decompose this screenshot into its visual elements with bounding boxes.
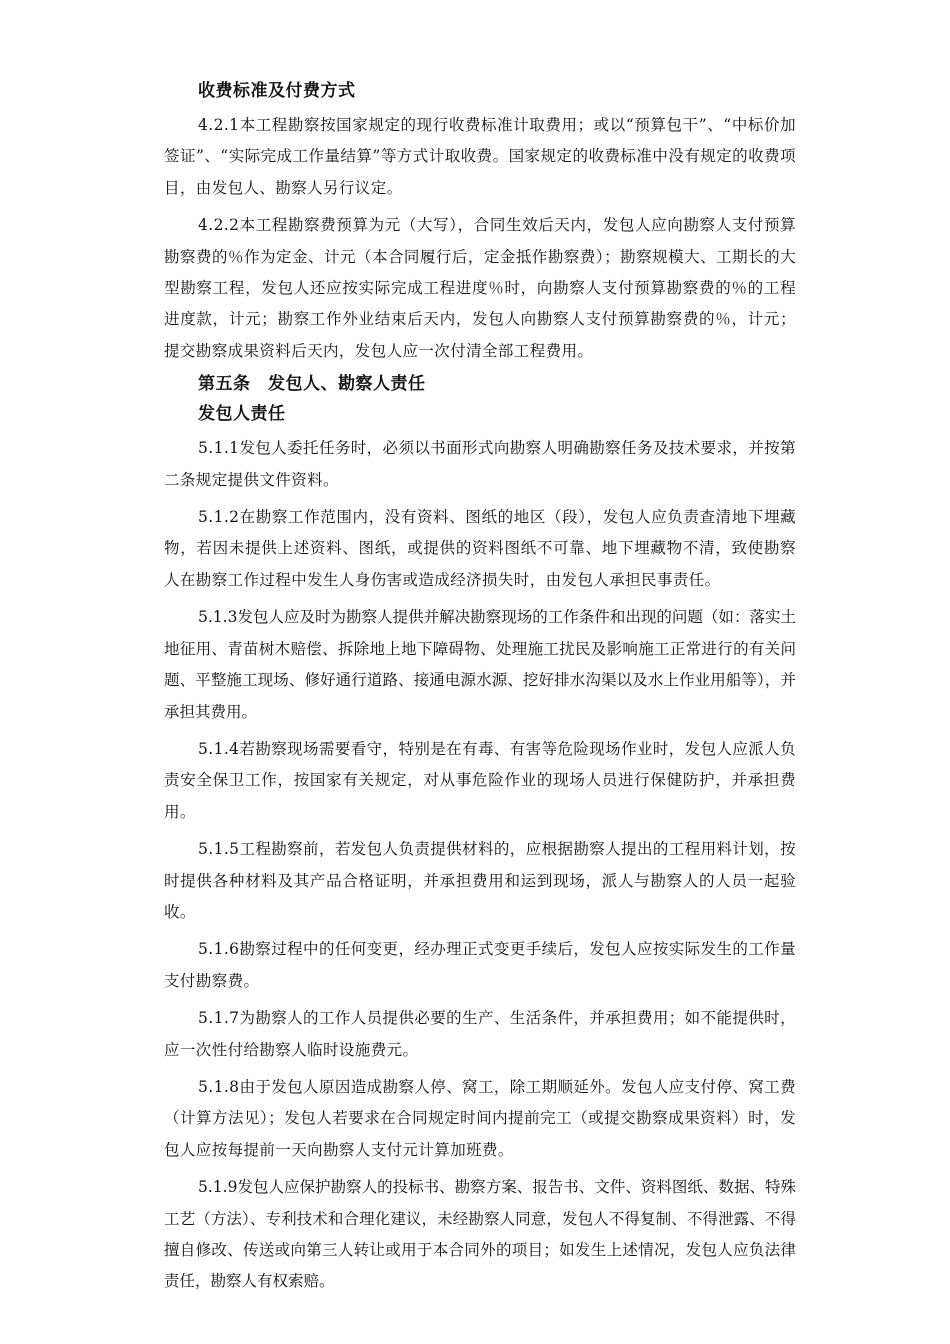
section-heading-fee-standard: 收费标准及付费方式 <box>198 81 356 101</box>
clause-5-1-6: 5.1.6勘察过程中的任何变更，经办理正式变更手续后，发包人应按实际发生的工作量支付勘察费。 <box>164 940 796 990</box>
document-body <box>164 80 796 1304</box>
clause-5-1-4: 5.1.4若勘察现场需要看守，特别是在有毒、有害等危险现场作业时，发包人应派人负责安全保卫工作，按国家有关规定，对从事危险作业的现场人员进行保健防护，并承担费用。 <box>164 739 796 821</box>
section-heading-employer-duties: 发包人责任 <box>198 404 286 425</box>
clause-5-1-8: 5.1.8由于发包人原因造成勘察人停、窝工，除工期顺延外。发包人应支付停、窝工费（计算方法见）；发包人若要求在合同规定时间内提前完工（或提交勘察成果资料）时，发包人应按每提前一天向勘察人支付元计算加班费。 <box>164 1077 796 1159</box>
article-5-heading: 第五条 发包人、勘察人责任 <box>198 374 426 395</box>
clause-5-1-5: 5.1.5工程勘察前，若发包人负责提供材料的，应根据勘察人提出的工程用料计划，按时提供各种材料及其产品合格证明，并承担费用和运到现场，派人与勘察人的人员一起验收。 <box>164 840 796 921</box>
clause-5-1-1: 5.1.1发包人委托任务时，必须以书面形式向勘察人明确勘察任务及技术要求，并按第二条规定提供文件资料。 <box>164 439 796 489</box>
clause-4-2-1: 4.2.1本工程勘察按国家规定的现行收费标准计取费用；或以“预算包干”、“中标价加签证”、“实际完成工作量结算”等方式计取收费。国家规定的收费标准中没有规定的收费项目，由发包人、勘察人另行议定。 <box>164 116 796 197</box>
clause-5-1-3: 5.1.3发包人应及时为勘察人提供并解决勘察现场的工作条件和出现的问题（如：落实土地征用、青苗树木赔偿、拆除地上地下障碍物、处理施工扰民及影响施工正常进行的有关问题、平整施工现场、修好通行道路、接通电源水源、挖好排水沟渠以及水上作业用船等），并承担其费用。 <box>164 608 796 721</box>
clause-4-2-2: 4.2.2本工程勘察费预算为元（大写），合同生效后天内，发包人应向勘察人支付预算勘察费的％作为定金、计元（本合同履行后，定金抵作勘察费）；勘察规模大、工期长的大型勘察工程，发包人还应按实际完成工程进度％时，向勘察人支付预算勘察费的％的工程进度款，计元；勘察工作外业结束后天内，发包人向勘察人支付预算勘察费的％，计元；提交勘察成果资料后天内，发包人应一次付清全部工程费用。 <box>164 216 796 360</box>
clause-5-1-9: 5.1.9发包人应保护勘察人的投标书、勘察方案、报告书、文件、资料图纸、数据、特殊工艺（方法）、专利技术和合理化建议，未经勘察人同意，发包人不得复制、不得泄露、不得擅自修改、传送或向第三人转让或用于本合同外的项目；如发生上述情况，发包人应负法律责任，勘察人有权索赔。 <box>164 1178 796 1291</box>
clause-5-1-2: 5.1.2在勘察工作范围内，没有资料、图纸的地区（段），发包人应负责查清地下埋藏物，若因未提供上述资料、图纸，或提供的资料图纸不可靠、地下埋藏物不清，致使勘察人在勘察工作过程中发生人身伤害或造成经济损失时，由发包人承担民事责任。 <box>164 508 796 589</box>
clause-5-1-7: 5.1.7为勘察人的工作人员提供必要的生产、生活条件，并承担费用；如不能提供时，应一次性付给勘察人临时设施费元。 <box>164 1009 796 1059</box>
